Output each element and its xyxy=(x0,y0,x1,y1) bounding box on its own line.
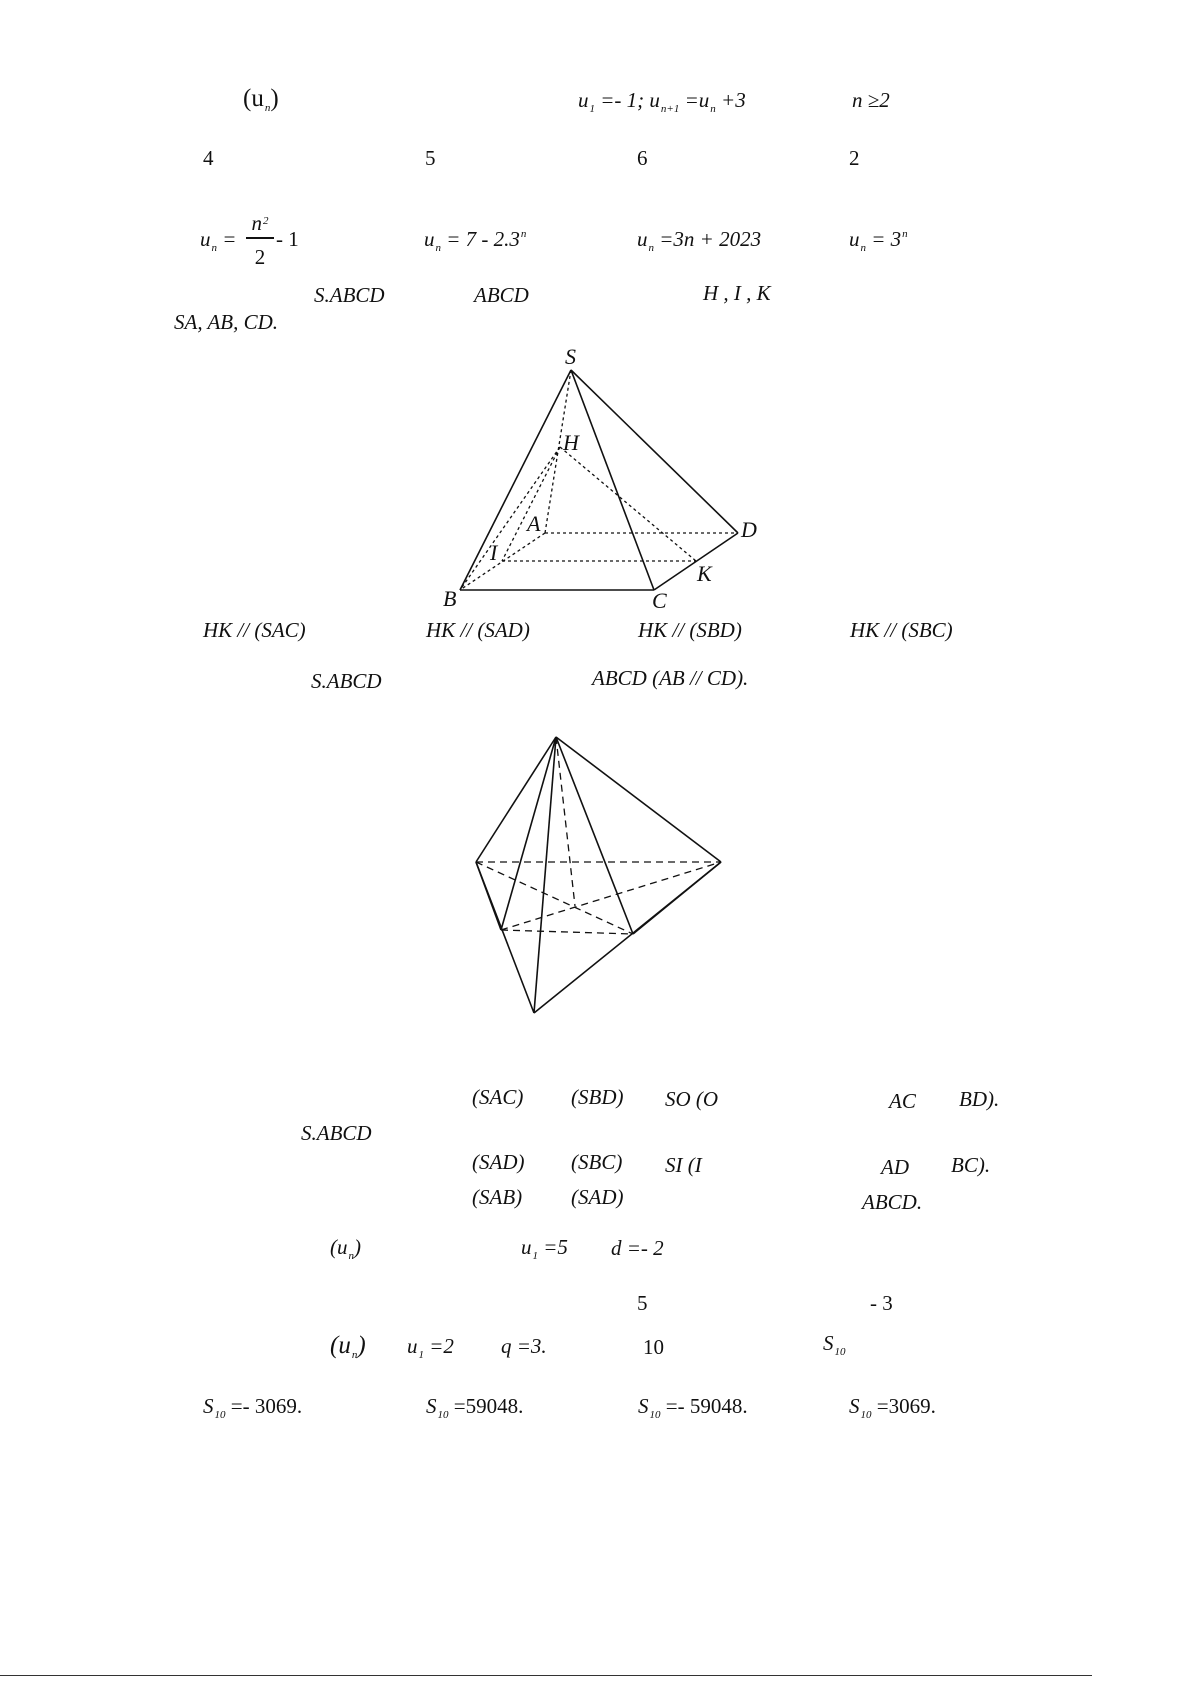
q3-option-c[interactable]: HK // (SBD) xyxy=(638,618,742,642)
label-k: K xyxy=(697,561,712,586)
q6-term-count: 10 xyxy=(643,1335,664,1359)
q5-value-a: 5 xyxy=(637,1291,648,1315)
q2-option-a-denominator: 2 xyxy=(254,245,266,269)
q5-value-b: - 3 xyxy=(870,1291,893,1315)
q6-option-a[interactable]: $S_{10} =- 3069$. xyxy=(203,1394,303,1421)
q4-stmt2-line: SI (I xyxy=(665,1153,702,1177)
q3-option-b[interactable]: HK // (SAD) xyxy=(426,618,530,642)
q2-option-c[interactable]: $u_n =3n + 2023$ xyxy=(637,227,762,254)
q4-stmt-pyramid: S.ABCD xyxy=(301,1121,372,1145)
q6-option-d[interactable]: $S_{10} =3069$. xyxy=(849,1394,936,1421)
q4-pyramid-figure xyxy=(476,737,721,1013)
edge-sd xyxy=(571,370,738,533)
q2-option-a-tail: - 1 xyxy=(276,227,299,251)
q2-option-d[interactable]: $u_n = 3^n$ xyxy=(849,227,908,254)
segment-hb xyxy=(460,447,560,590)
q6-common-ratio: q =3. xyxy=(501,1334,547,1358)
q4-stmt2-plane2: (SBC) xyxy=(571,1150,623,1174)
label-h: H xyxy=(563,430,579,455)
q3-pyramid-name: S.ABCD xyxy=(314,283,385,307)
q3-option-a[interactable]: HK // (SAC) xyxy=(203,618,306,642)
segment-hk xyxy=(560,447,696,561)
q4-stmt3-base: ABCD. xyxy=(862,1190,923,1214)
q4-stmt2-ad: AD xyxy=(881,1155,909,1179)
q4-pyramid-name: S.ABCD xyxy=(311,669,382,693)
q2-option-a-lhs[interactable]: $u_n$ = xyxy=(200,227,237,254)
q4-stmt3-plane1: (SAB) xyxy=(472,1185,523,1209)
q5-common-difference: d =- 2 xyxy=(611,1236,664,1260)
label-d: D xyxy=(741,517,757,542)
q2-option-a-numerator: $n^2$ xyxy=(251,211,269,235)
label-i: I xyxy=(490,540,498,565)
q1-recurrence: $u_1 =- 1$; $u_{n+1} =u_n +3$ xyxy=(578,88,746,115)
q4-stmt2-plane1: (SAD) xyxy=(472,1150,525,1174)
q6-sequence-name: $(u_n)$ xyxy=(330,1332,366,1361)
page-footer-rule-end xyxy=(1080,1675,1092,1676)
label-b: B xyxy=(443,586,457,611)
q4-stmt1-line: SO (O xyxy=(665,1087,719,1111)
label-s: S xyxy=(565,344,576,369)
q1-option-b[interactable]: 5 xyxy=(425,146,436,170)
q4-stmt1-ac: AC xyxy=(889,1089,916,1113)
q4-stmt1-plane2: (SBD) xyxy=(571,1085,624,1109)
q5-sequence-name: $(u_n)$ xyxy=(330,1235,361,1262)
q4-stmt2-bc: BC). xyxy=(951,1153,991,1177)
q3-points: H , I , K xyxy=(703,281,771,305)
segment-hi xyxy=(502,447,560,561)
q1-option-a[interactable]: 4 xyxy=(203,146,214,170)
q6-option-c[interactable]: $S_{10} =- 59048$. xyxy=(638,1394,748,1421)
label-c: C xyxy=(652,588,667,613)
q1-sequence-name: $(u_n)$ xyxy=(243,85,279,114)
page-footer-rule xyxy=(0,1675,1086,1676)
edge-sc xyxy=(571,370,654,590)
q4-stmt1-bd: BD). xyxy=(959,1087,1000,1111)
q4-stmt1-plane1: (SAC) xyxy=(472,1085,524,1109)
q3-base-name: ABCD xyxy=(474,283,529,307)
q1-condition: n ≥2 xyxy=(852,88,890,112)
q6-first-term: $u_1 =2$ xyxy=(407,1334,454,1361)
q3-segments: SA, AB, CD. xyxy=(174,310,279,334)
q1-option-c[interactable]: 6 xyxy=(637,146,648,170)
q1-option-d[interactable]: 2 xyxy=(849,146,860,170)
q2-option-b[interactable]: $u_n = 7 - 2.3^n$ xyxy=(424,227,527,254)
q6-option-b[interactable]: $S_{10} =59048$. xyxy=(426,1394,524,1421)
edge-sb xyxy=(460,370,571,590)
q4-stmt3-plane2: (SAD) xyxy=(571,1185,624,1209)
q4-base-name: ABCD (AB // CD). xyxy=(592,666,749,690)
label-a: A xyxy=(527,511,541,536)
q6-sum-symbol: $S_{10}$ xyxy=(823,1331,846,1358)
q3-option-d[interactable]: HK // (SBC) xyxy=(850,618,953,642)
q5-first-term: $u_1 =5$ xyxy=(521,1235,568,1262)
